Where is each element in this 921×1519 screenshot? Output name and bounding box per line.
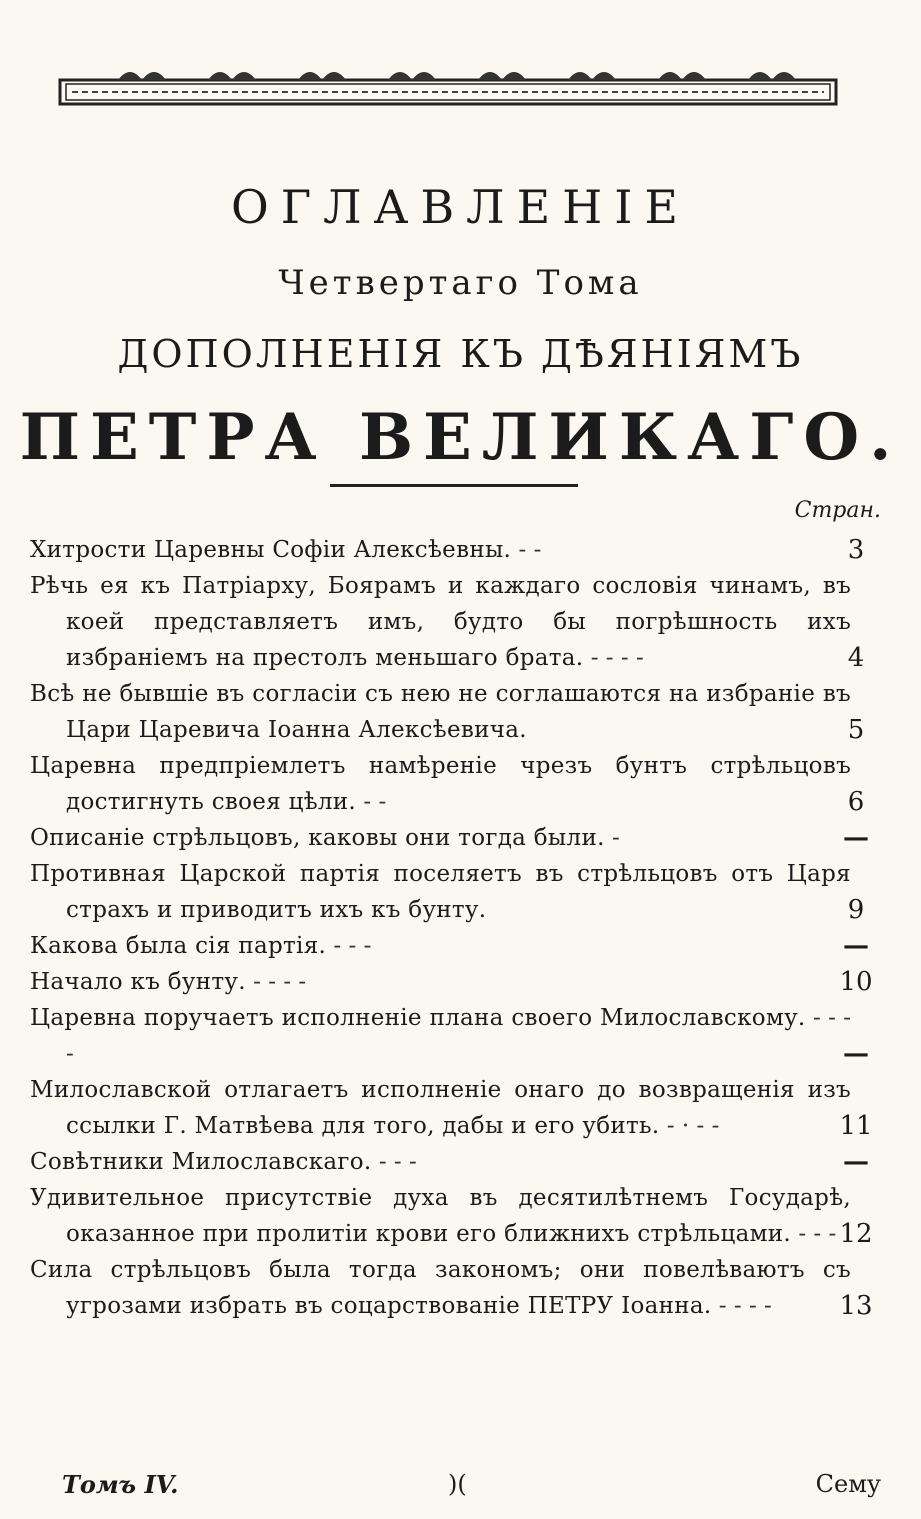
toc-entry	[30, 1252, 886, 1324]
leader-dots: - -	[511, 537, 542, 563]
toc-entry	[30, 568, 886, 676]
leader-dots: - · - -	[659, 1113, 720, 1139]
sheet-mark: )(	[448, 1470, 467, 1498]
toc-entry-text: Какова была сія партія.	[30, 933, 327, 959]
toc-page-number: 11	[839, 1111, 873, 1141]
leader-dots: - -	[356, 789, 387, 815]
signature-mark: Томъ IV.	[62, 1470, 179, 1499]
leader-dots: - - - -	[711, 1293, 772, 1319]
toc-entry	[30, 856, 886, 928]
work-subject-title: ПЕТРА ВЕЛИКАГО.	[19, 400, 902, 475]
toc-entry-text: Удивительное присутствіе духа въ десятилѣтнемъ Государѣ, оказанное при пролитіи крови его ближнихъ стрѣльцами.	[30, 1185, 851, 1247]
toc-entry	[30, 676, 886, 748]
title-divider	[330, 484, 578, 487]
toc-page-number: —	[843, 823, 869, 853]
leader-dots: - - -	[326, 933, 372, 959]
catchword: Сему	[815, 1470, 881, 1498]
toc-entry	[30, 532, 886, 568]
toc-entry	[30, 1072, 886, 1144]
volume-subtitle: Четвертаго Тома	[278, 263, 643, 303]
table-of-contents	[30, 532, 886, 1324]
toc-page-number: 4	[847, 643, 865, 673]
toc-page-number: 12	[839, 1219, 873, 1249]
toc-page-number: 10	[839, 967, 873, 997]
toc-page-number: 3	[847, 535, 865, 565]
leader-dots: -	[604, 825, 620, 851]
toc-entry-text: Хитрости Царевны Софіи Алексѣевны.	[30, 537, 512, 563]
toc-entry	[30, 964, 886, 1000]
toc-page-number: 13	[839, 1291, 873, 1321]
toc-entry-text: Начало къ бунту.	[30, 969, 246, 995]
toc-entry-text: Описаніе стрѣльцовъ, каковы они тогда были.	[30, 825, 605, 851]
toc-page-number: 5	[847, 715, 865, 745]
leader-dots: - - -	[791, 1221, 837, 1247]
toc-page-number: —	[843, 931, 869, 961]
page-title: ОГЛАВЛЕНІЕ	[230, 180, 691, 234]
toc-entry-text: Сила стрѣльцовъ была тогда закономъ; они повелѣваютъ съ угрозами избрать въ соцарствованіе ПЕТРУ Іоанна.	[30, 1257, 851, 1319]
toc-entry-text: Царевна предпріемлетъ намѣреніе чрезъ бунтъ стрѣльцовъ достигнуть своея цѣли.	[30, 753, 851, 815]
toc-entry	[30, 748, 886, 820]
toc-entry-text: Совѣтники Милославскаго.	[30, 1149, 372, 1175]
decorative-border-ornament	[58, 60, 838, 108]
toc-entry-text: Царевна поручаетъ исполненіе плана своего Милославскому.	[30, 1005, 806, 1031]
toc-page-number: —	[843, 1147, 869, 1177]
work-subtitle: ДОПОЛНЕНІЯ КЪ ДѢЯНІЯМЪ	[117, 332, 804, 376]
toc-entry	[30, 1180, 886, 1252]
toc-entry-text: Рѣчь ея къ Патріарху, Боярамъ и каждаго сословія чинамъ, въ коей представляетъ имъ, будто бы погрѣшность ихъ избраніемъ на престолъ меньшаго брата.	[30, 573, 851, 671]
page-column-header: Стран.	[794, 498, 881, 523]
toc-entry	[30, 820, 886, 856]
leader-dots: - - - -	[245, 969, 307, 995]
toc-entry-text: Милославской отлагаетъ исполненіе онаго до возвращенія изъ ссылки Г. Матвѣева для того, дабы и его убить.	[30, 1077, 851, 1139]
toc-page-number: 6	[847, 787, 865, 817]
leader-dots: - - -	[371, 1149, 417, 1175]
toc-entry	[30, 928, 886, 964]
toc-page-number: 9	[847, 895, 865, 925]
toc-entry	[30, 1144, 886, 1180]
toc-entry-text: Противная Царской партія поселяетъ въ стрѣльцовъ отъ Царя страхъ и приводитъ ихъ къ бунту.	[30, 861, 851, 923]
toc-entry-text: Всѣ не бывшіе въ согласіи съ нею не соглашаются на избраніе въ Цари Царевича Іоанна Алексѣевича.	[30, 681, 851, 743]
leader-dots: - - - -	[583, 645, 644, 671]
toc-entry	[30, 1000, 886, 1072]
toc-page-number: —	[843, 1039, 869, 1069]
leader-dots: - - - -	[66, 1005, 852, 1067]
